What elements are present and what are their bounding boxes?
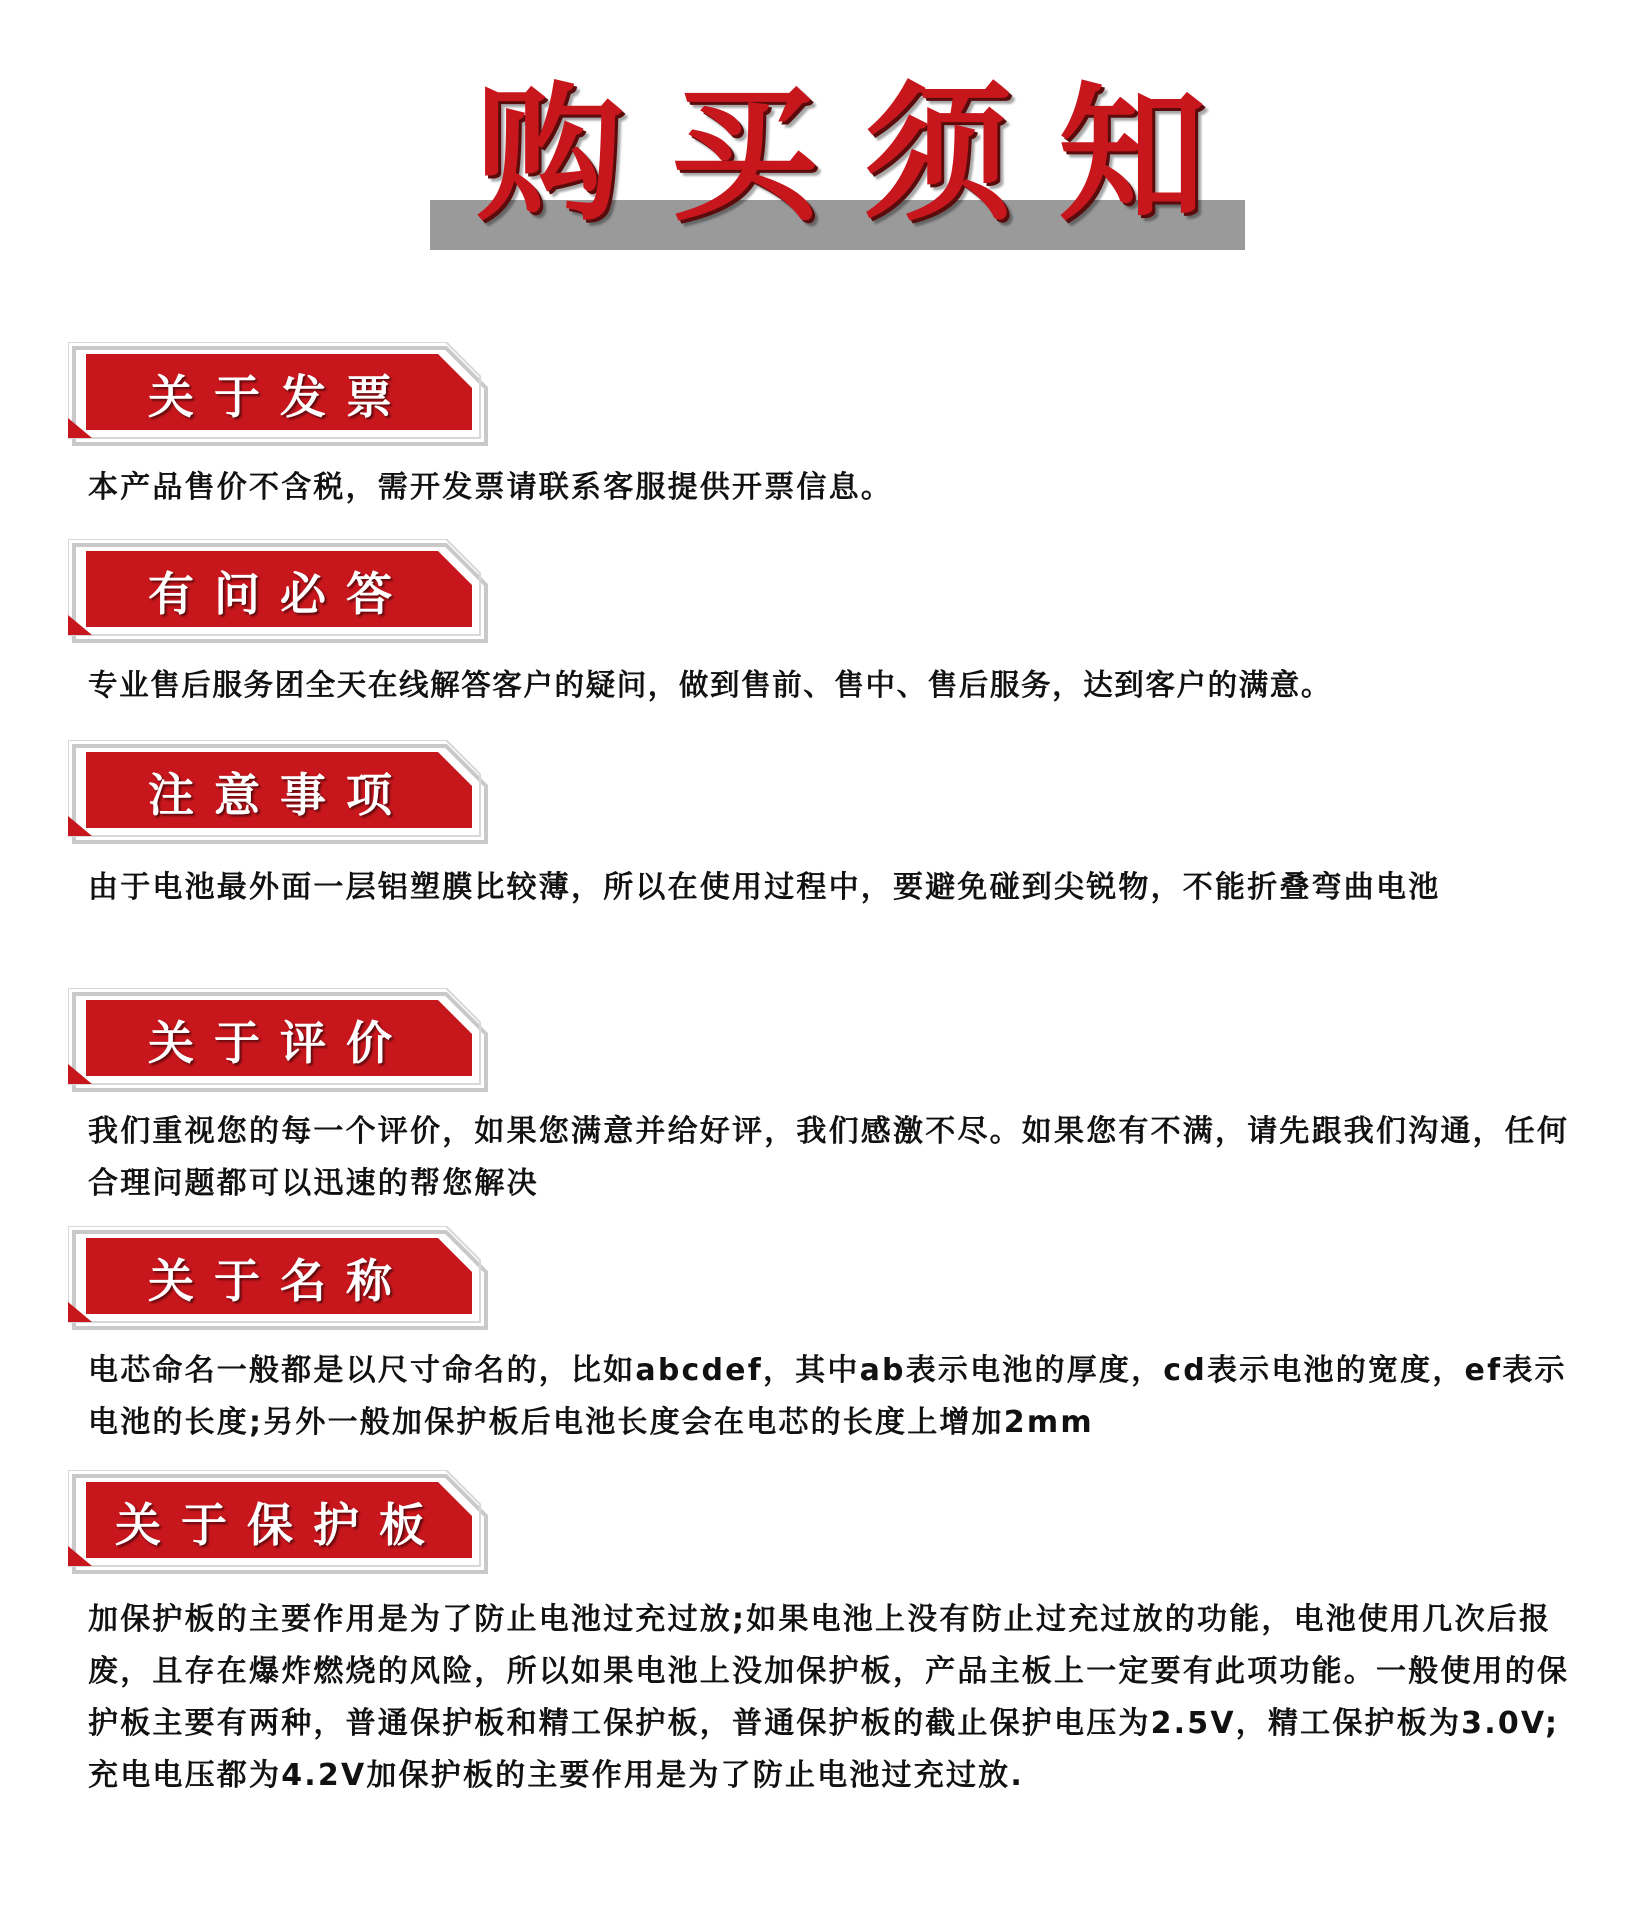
section-heading-label: 注意事项 bbox=[148, 768, 412, 822]
section-heading-naming bbox=[68, 1226, 493, 1334]
section-heading-label: 有问必答 bbox=[148, 567, 412, 621]
section-body-protection-board: 加保护板的主要作用是为了防止电池过充过放;如果电池上没有防止过充过放的功能，电池使用几次后报废，且存在爆炸燃烧的风险，所以如果电池上没加保护板，产品主板上一定要有此项功能。一般使用的保护板主要有两种，普通保护板和精工保护板，普通保护板的截止保护电压为2.5V，精工保护板为3.0V;充电电压都为4.2V加保护板的主要作用是为了防止电池过充过放. bbox=[88, 1602, 1570, 1793]
section-heading-reviews bbox=[68, 988, 493, 1096]
page-title: 购买须知 bbox=[476, 69, 1252, 241]
section-heading-protection-board bbox=[68, 1470, 493, 1578]
section-heading-notes bbox=[68, 740, 493, 848]
section-heading-qa bbox=[68, 539, 493, 647]
section-body-naming: 电芯命名一般都是以尺寸命名的，比如abcdef，其中ab表示电池的厚度，cd表示电池的宽度，ef表示电池的长度;另外一般加保护板后电池长度会在电芯的长度上增加2mm bbox=[88, 1353, 1567, 1440]
section-body-notes: 由于电池最外面一层铝塑膜比较薄，所以在使用过程中，要避免碰到尖锐物，不能折叠弯曲电池 bbox=[88, 870, 1441, 905]
section-heading-label: 关于名称 bbox=[148, 1254, 412, 1308]
section-body-reviews: 我们重视您的每一个评价，如果您满意并给好评，我们感激不尽。如果您有不满，请先跟我们沟通，任何合理问题都可以迅速的帮您解决 bbox=[88, 1114, 1570, 1201]
section-heading-label: 关于发票 bbox=[148, 370, 412, 424]
section-heading-label: 关于保护板 bbox=[115, 1498, 445, 1552]
section-body-invoice: 本产品售价不含税，需开发票请联系客服提供开票信息。 bbox=[88, 470, 893, 505]
section-heading-invoice bbox=[68, 342, 493, 450]
section-body-qa: 专业售后服务团全天在线解答客户的疑问，做到售前、售中、售后服务，达到客户的满意。 bbox=[88, 668, 1333, 702]
page-title-block bbox=[430, 69, 1252, 255]
section-heading-label: 关于评价 bbox=[148, 1016, 412, 1070]
